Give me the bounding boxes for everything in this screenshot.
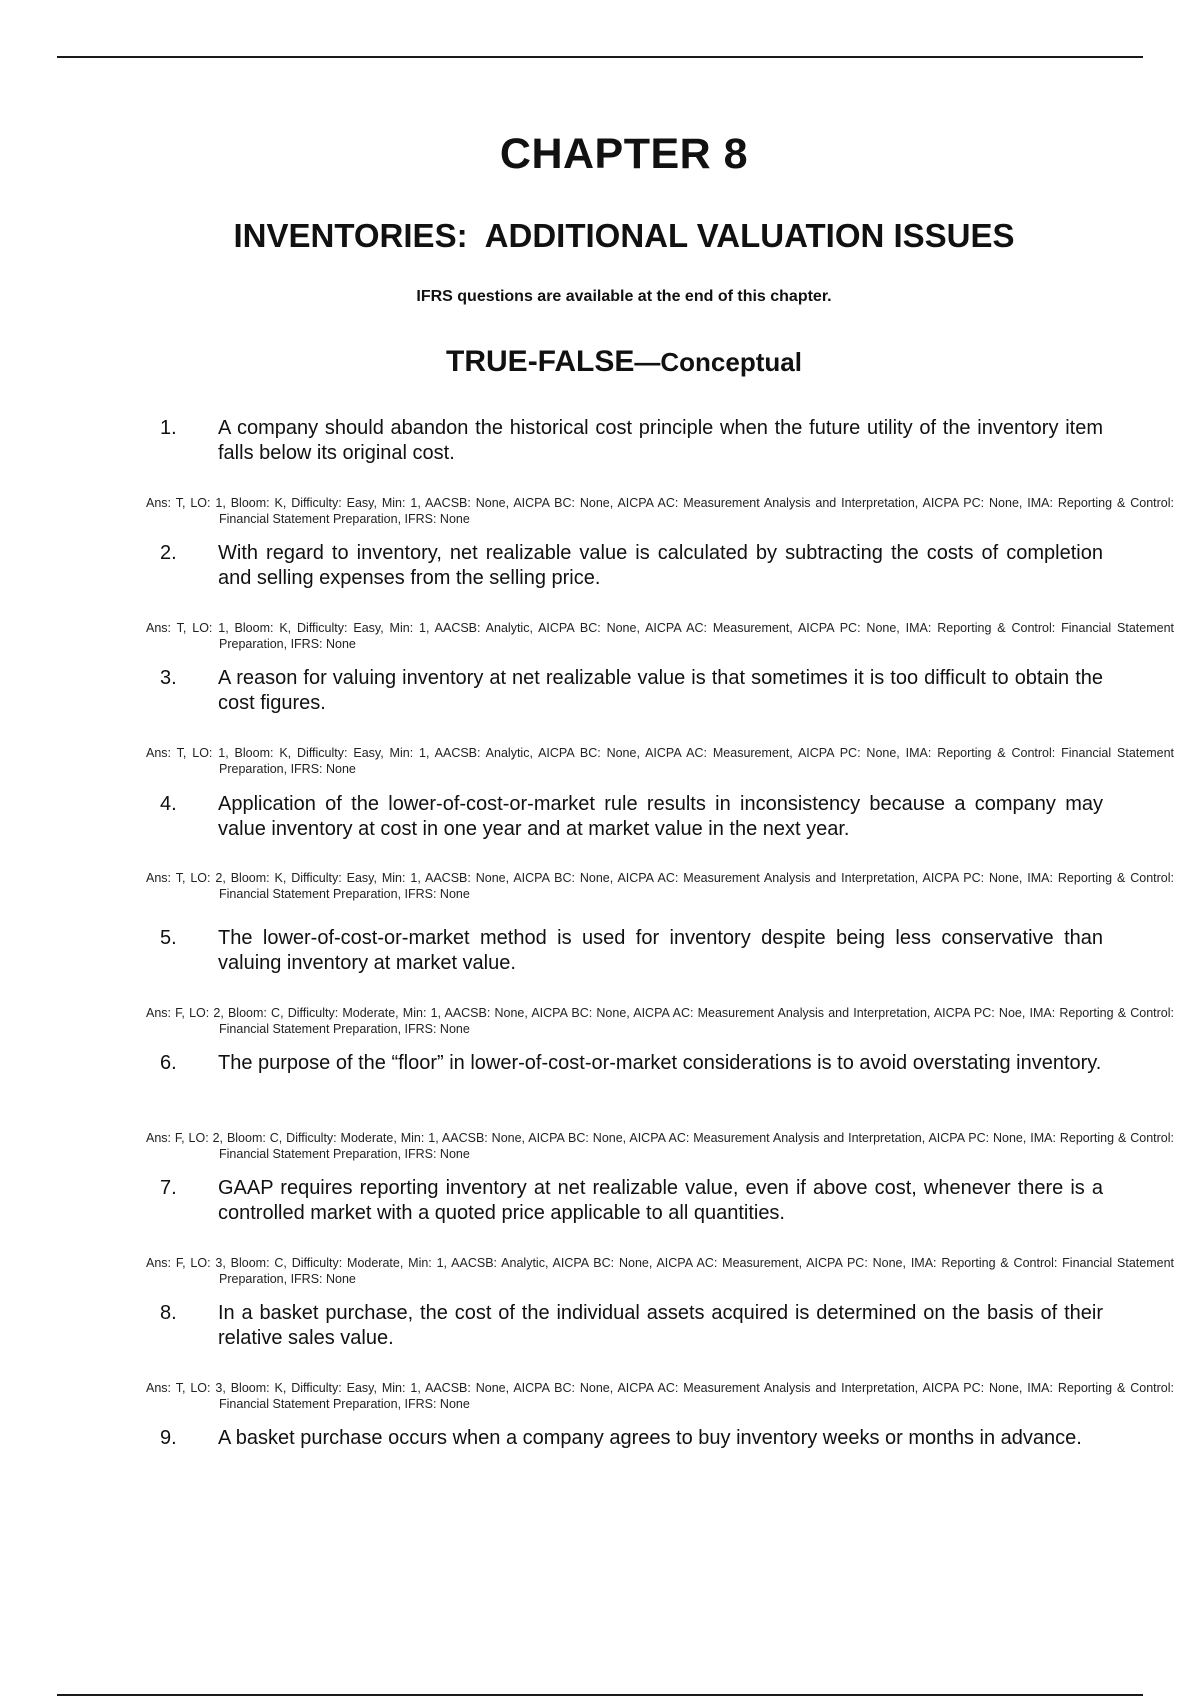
question-number: 2. bbox=[160, 542, 177, 564]
top-rule bbox=[57, 56, 1143, 58]
chapter-subtitle: INVENTORIES: ADDITIONAL VALUATION ISSUES bbox=[233, 217, 1015, 254]
question-number: 6. bbox=[160, 1052, 177, 1074]
answer-metadata: Ans: T, LO: 1, Bloom: K, Difficulty: Easy, Min: 1, AACSB: Analytic, AICPA BC: None, AICPA AC: Measurement, AICPA PC: None, IMA: Reporting & Control: Financial Statement Preparation, IFRS: None bbox=[146, 746, 1174, 776]
question-item bbox=[160, 666, 1103, 716]
section-heading bbox=[0, 345, 1200, 379]
question-number: 9. bbox=[160, 1427, 177, 1449]
question-text: GAAP requires reporting inventory at net realizable value, even if above cost, whenever there is a controlled market with a quoted price applicable to all quantities. bbox=[218, 1177, 1103, 1224]
question-number: 4. bbox=[160, 793, 177, 815]
question-number: 8. bbox=[160, 1302, 177, 1324]
question-item bbox=[160, 1301, 1103, 1351]
section-heading-main: TRUE-FALSE bbox=[446, 345, 635, 378]
answer-metadata: Ans: T, LO: 2, Bloom: K, Difficulty: Easy, Min: 1, AACSB: None, AICPA BC: None, AICPA AC: Measurement Analysis and Interpretation, AICPA PC: None, IMA: Reporting & Control: Financial Statement Preparation, IFRS: None bbox=[146, 871, 1174, 901]
question-text: The lower-of-cost-or-market method is used for inventory despite being less conservative than valuing inventory at market value. bbox=[218, 927, 1103, 974]
question-item bbox=[160, 926, 1103, 976]
question-text: A company should abandon the historical cost principle when the future utility of the inventory item falls below its original cost. bbox=[218, 417, 1103, 464]
question-text: A basket purchase occurs when a company agrees to buy inventory weeks or months in advance. bbox=[218, 1427, 1082, 1449]
question-number: 5. bbox=[160, 927, 177, 949]
answer-metadata: Ans: F, LO: 3, Bloom: C, Difficulty: Moderate, Min: 1, AACSB: Analytic, AICPA BC: None, AICPA AC: Measurement, AICPA PC: None, IMA: Reporting & Control: Financial Statement Preparation, IFRS: None bbox=[146, 1256, 1174, 1286]
question-text: Application of the lower-of-cost-or-market rule results in inconsistency because a company may value inventory at cost in one year and at market value in the next year. bbox=[218, 793, 1103, 840]
question-item bbox=[160, 541, 1103, 591]
question-item bbox=[160, 1176, 1103, 1226]
section-heading-suffix: —Conceptual bbox=[634, 347, 802, 377]
answer-metadata: Ans: T, LO: 1, Bloom: K, Difficulty: Easy, Min: 1, AACSB: None, AICPA BC: None, AICPA AC: Measurement Analysis and Interpretation, AICPA PC: None, IMA: Reporting & Control: Financial Statement Preparation, IFRS: None bbox=[146, 496, 1174, 526]
chapter-title: CHAPTER 8 bbox=[499, 130, 749, 178]
question-number: 1. bbox=[160, 417, 177, 439]
answer-metadata: Ans: F, LO: 2, Bloom: C, Difficulty: Moderate, Min: 1, AACSB: None, AICPA BC: None, AICPA AC: Measurement Analysis and Interpretation, AICPA PC: None, IMA: Reporting & Control: Financial Statement Preparation, IFRS: None bbox=[146, 1131, 1174, 1161]
question-number: 3. bbox=[160, 667, 177, 689]
question-item bbox=[160, 416, 1103, 466]
answer-metadata: Ans: T, LO: 3, Bloom: K, Difficulty: Easy, Min: 1, AACSB: None, AICPA BC: None, AICPA AC: Measurement Analysis and Interpretation, AICPA PC: None, IMA: Reporting & Control: Financial Statement Preparation, IFRS: None bbox=[146, 1381, 1174, 1411]
answer-metadata: Ans: F, LO: 2, Bloom: C, Difficulty: Moderate, Min: 1, AACSB: None, AICPA BC: None, AICPA AC: Measurement Analysis and Interpretation, AICPA PC: Noe, IMA: Reporting & Control: Financial Statement Preparation, IFRS: None bbox=[146, 1006, 1174, 1036]
question-number: 7. bbox=[160, 1177, 177, 1199]
bottom-rule bbox=[57, 1694, 1143, 1696]
question-item bbox=[160, 1426, 1103, 1451]
question-text: With regard to inventory, net realizable value is calculated by subtracting the costs of completion and selling expenses from the selling price. bbox=[218, 542, 1103, 589]
ifrs-note: IFRS questions are available at the end of this chapter. bbox=[416, 288, 832, 305]
answer-metadata: Ans: T, LO: 1, Bloom: K, Difficulty: Easy, Min: 1, AACSB: Analytic, AICPA BC: None, AICPA AC: Measurement, AICPA PC: None, IMA: Reporting & Control: Financial Statement Preparation, IFRS: None bbox=[146, 621, 1174, 651]
question-text: A reason for valuing inventory at net realizable value is that sometimes it is too difficult to obtain the cost figures. bbox=[218, 667, 1103, 714]
question-item bbox=[160, 1051, 1103, 1076]
question-text: The purpose of the “floor” in lower-of-cost-or-market considerations is to avoid overstating inventory. bbox=[218, 1052, 1102, 1074]
question-item bbox=[160, 792, 1103, 842]
question-text: In a basket purchase, the cost of the individual assets acquired is determined on the basis of their relative sales value. bbox=[218, 1302, 1103, 1349]
